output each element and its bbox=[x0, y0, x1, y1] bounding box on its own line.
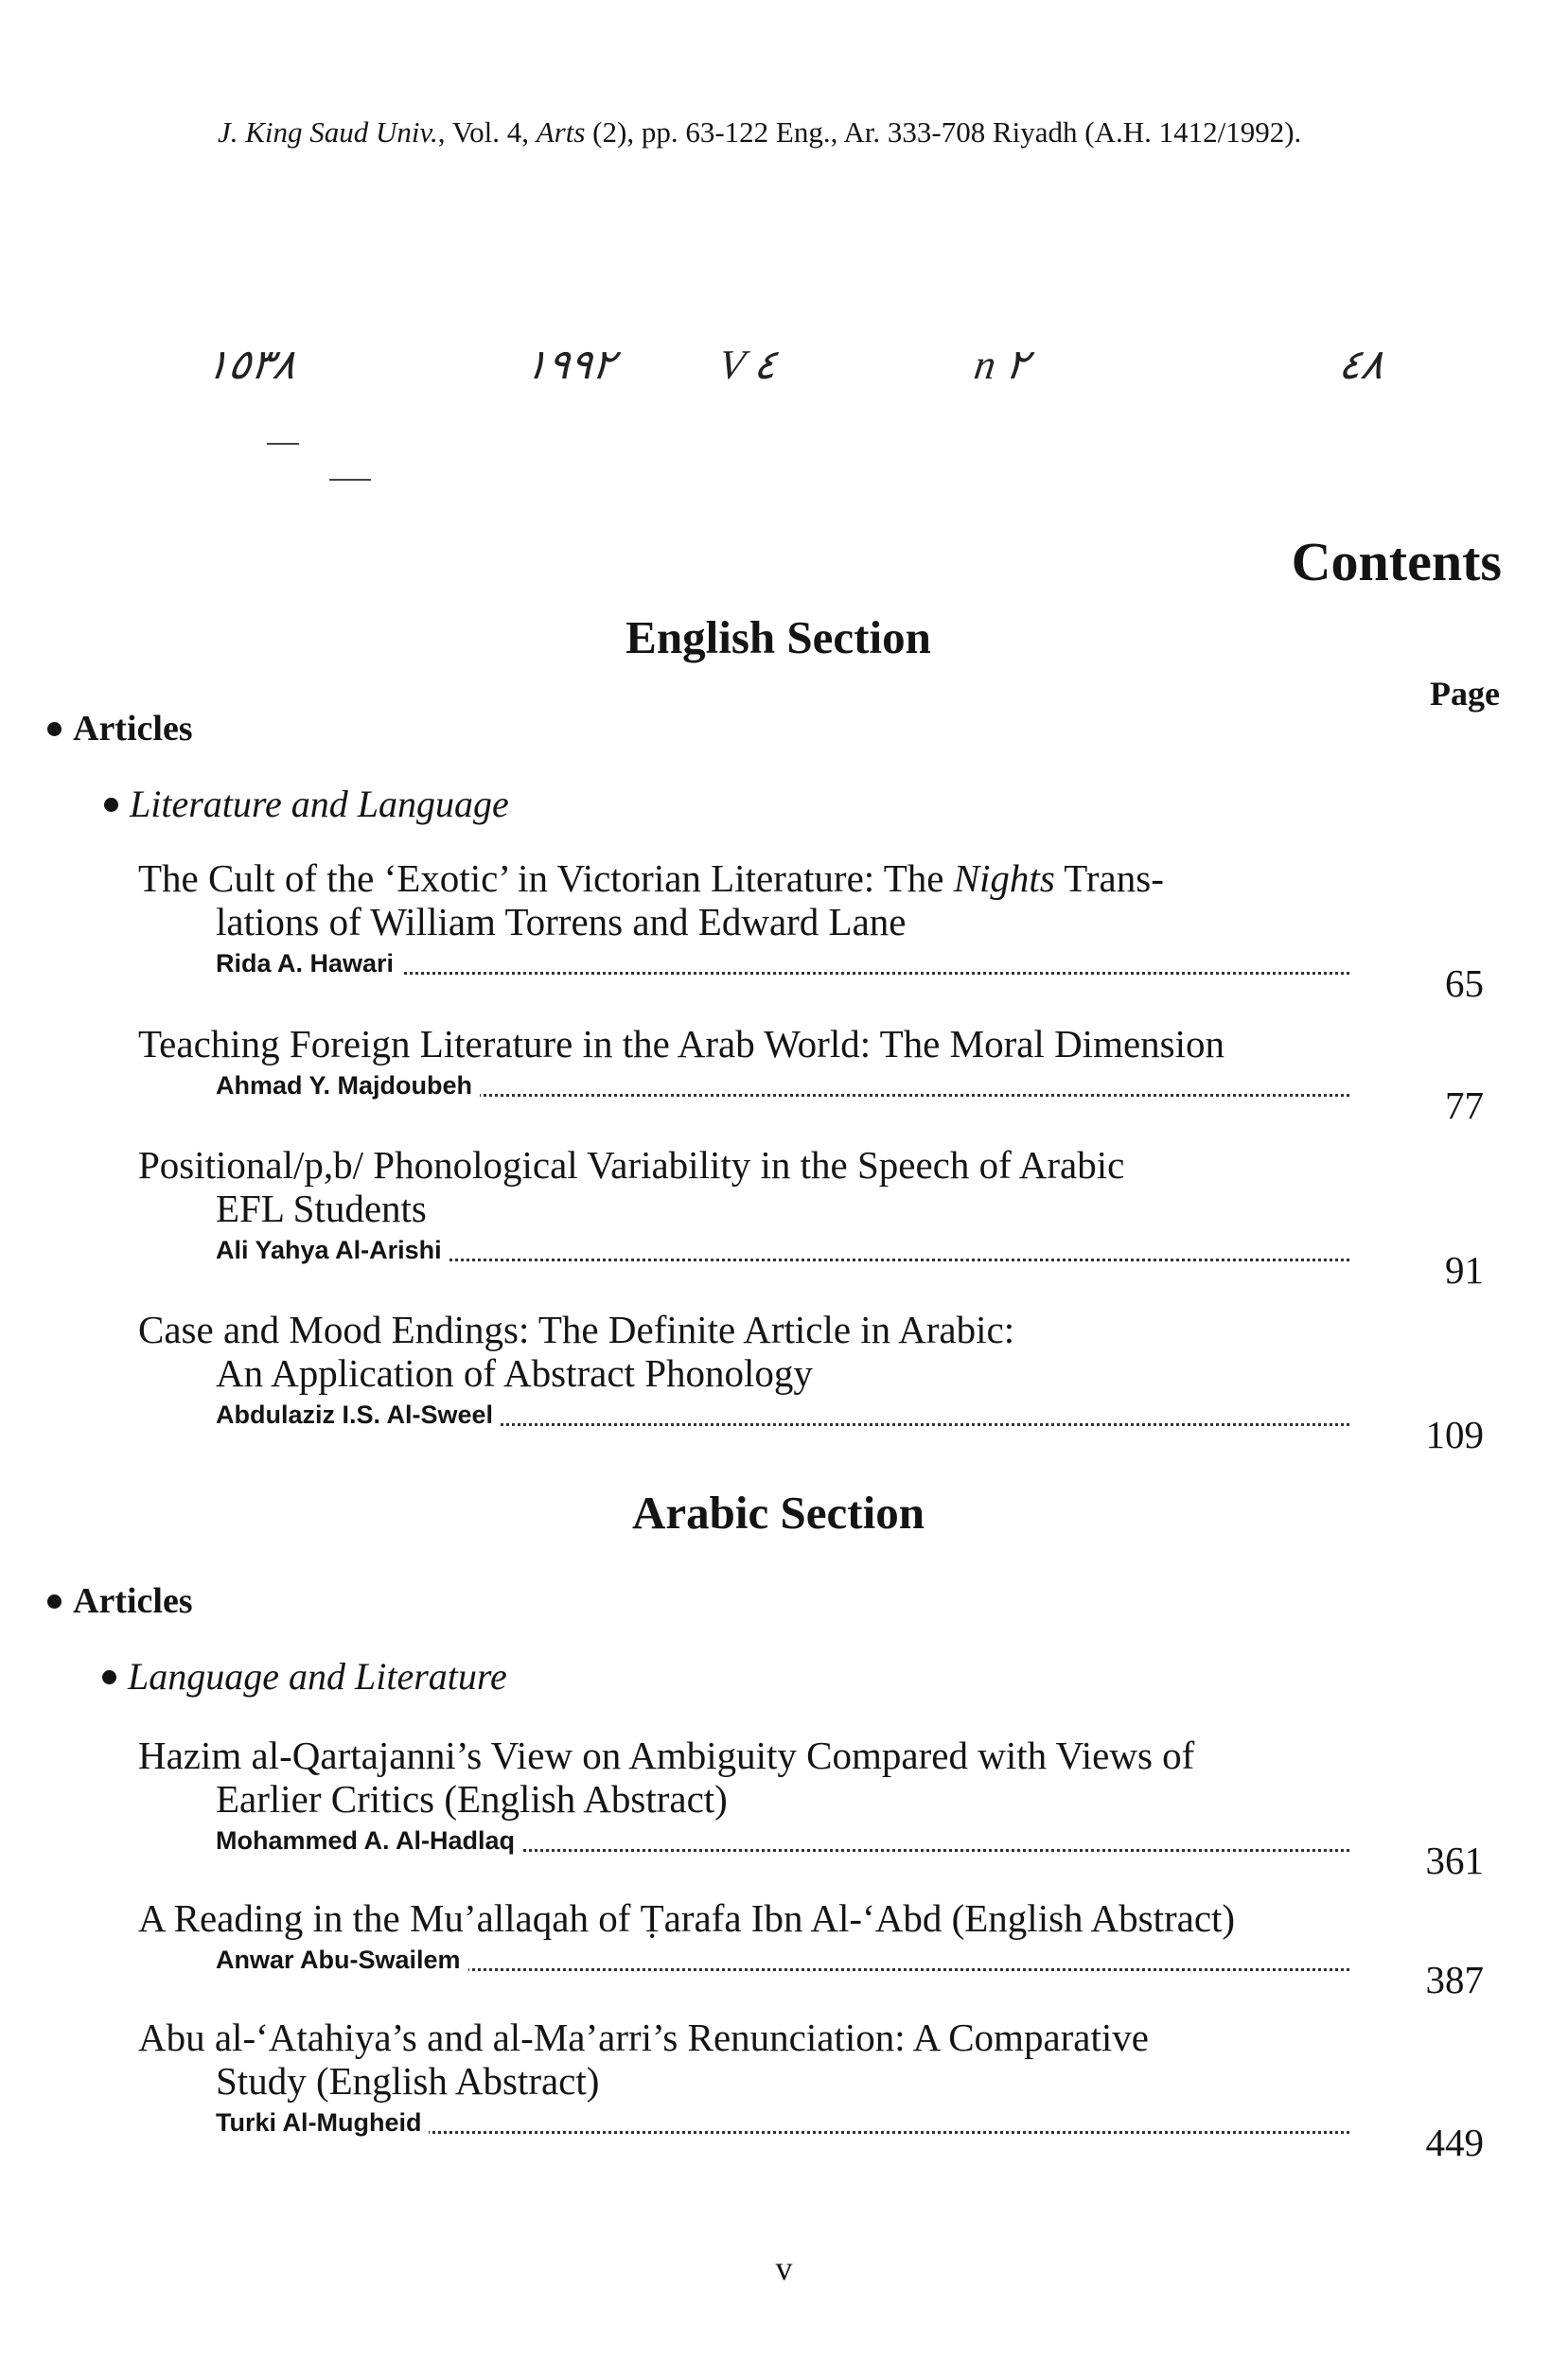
entry-title: Case and Mood Endings: The Definite Article in Arabic: An Application of Abstract Phonology bbox=[138, 1308, 1015, 1395]
journal-name: J. King Saud Univ. bbox=[218, 115, 438, 149]
entry-title: Teaching Foreign Literature in the Arab World: The Moral Dimension bbox=[138, 1022, 1224, 1066]
entry-page-number: 65 bbox=[1445, 961, 1484, 1005]
entry-author: Mohammed A. Al-Hadlaq bbox=[216, 1826, 522, 1856]
handwritten-mark-5: ٤٨ bbox=[1335, 342, 1387, 388]
entry-page-number: 387 bbox=[1425, 1958, 1484, 2001]
toc-entry[interactable] bbox=[138, 856, 1501, 1005]
entry-title: A Reading in the Mu’allaqah of Ṭarafa Ibn Al-‘Abd (English Abstract) bbox=[138, 1896, 1236, 1940]
entry-page-number: 77 bbox=[1445, 1083, 1484, 1127]
handwritten-dash-2 bbox=[329, 479, 371, 481]
arabic-articles-heading: Articles bbox=[47, 1580, 193, 1622]
entry-title: Positional/p,b/ Phonological Variability in the Speech of Arabic EFL Students bbox=[138, 1143, 1125, 1230]
toc-entry[interactable] bbox=[138, 1734, 1501, 1882]
entry-page-number: 361 bbox=[1425, 1839, 1484, 1882]
entry-author: Turki Al-Mugheid bbox=[216, 2108, 429, 2138]
page-number-footer: v bbox=[775, 2249, 793, 2287]
entry-page-number: 91 bbox=[1445, 1248, 1484, 1292]
entry-author: Anwar Abu-Swailem bbox=[216, 1946, 468, 1975]
page-column-label: Page bbox=[1430, 675, 1500, 713]
toc-entry[interactable] bbox=[138, 1896, 1501, 2001]
handwritten-mark-3: V ٤ bbox=[715, 342, 781, 388]
handwritten-mark-4: n ٢ bbox=[971, 342, 1032, 388]
toc-entry[interactable] bbox=[138, 1143, 1501, 1292]
citation-rest: (2), pp. 63-122 Eng., Ar. 333-708 Riyadh (A.H. 1412/1992). bbox=[592, 115, 1302, 149]
arabic-section-title: Arabic Section bbox=[632, 1487, 925, 1539]
toc-entry[interactable] bbox=[138, 1022, 1501, 1127]
bullet-icon bbox=[47, 1594, 62, 1609]
bullet-icon bbox=[102, 1670, 116, 1684]
entry-author: Rida A. Hawari bbox=[216, 949, 401, 978]
handwritten-mark-2: ١٩٩٢ bbox=[521, 342, 618, 388]
english-articles-heading: Articles bbox=[47, 708, 193, 749]
handwritten-dash-1 bbox=[267, 443, 299, 445]
toc-entry[interactable] bbox=[138, 1308, 1501, 1456]
arabic-subsection-heading: Language and Literature bbox=[102, 1654, 507, 1699]
entry-title: Hazim al-Qartajanni’s View on Ambiguity Compared with Views of Earlier Critics (English Abstract) bbox=[138, 1734, 1195, 1821]
entry-title: Abu al-‘Atahiya’s and al-Ma’arri’s Renunciation: A Comparative Study (English Abstract) bbox=[138, 2016, 1149, 2103]
contents-title: Contents bbox=[1291, 531, 1502, 592]
bullet-icon bbox=[104, 798, 118, 812]
entry-title: The Cult of the ‘Exotic’ in Victorian Literature: The Nights Trans- lations of William Torrens and Edward Lane bbox=[138, 856, 1164, 943]
english-subsection-heading: Literature and Language bbox=[104, 782, 509, 826]
section-name: Arts bbox=[536, 115, 586, 149]
journal-citation: J. King Saud Univ., Vol. 4, Arts (2), pp. 63-122 Eng., Ar. 333-708 Riyadh (A.H. 1412/1992). bbox=[218, 115, 1302, 149]
toc-entry[interactable] bbox=[138, 2016, 1501, 2164]
entry-page-number: 449 bbox=[1425, 2121, 1484, 2164]
bullet-icon bbox=[47, 722, 62, 736]
entry-page-number: 109 bbox=[1425, 1413, 1484, 1456]
entry-author: Ali Yahya Al-Arishi bbox=[216, 1236, 449, 1265]
english-section-title: English Section bbox=[625, 611, 931, 663]
entry-author: Abdulaziz I.S. Al-Sweel bbox=[216, 1400, 501, 1430]
handwritten-mark-1: ١٥٣٨ bbox=[203, 342, 299, 388]
volume: Vol. 4, bbox=[451, 115, 529, 149]
entry-author: Ahmad Y. Majdoubeh bbox=[216, 1071, 480, 1101]
